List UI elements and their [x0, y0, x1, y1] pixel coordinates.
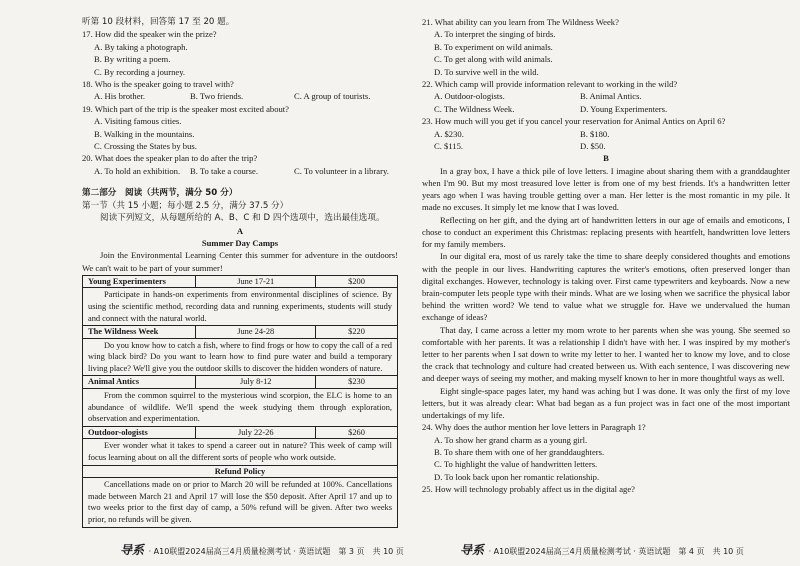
- option-a: A. Visiting famous cities.: [94, 116, 182, 127]
- question-stem: 22. Which camp will provide information relevant to working in the wild?: [422, 79, 678, 90]
- option-a: A. $230.: [434, 128, 464, 139]
- listening-question-20: [82, 152, 398, 177]
- option-b: B. Walking in the mountains.: [94, 128, 195, 139]
- option-c: C. $115.: [434, 141, 464, 152]
- listening-question-19: [82, 103, 398, 153]
- listening-question-18: [82, 78, 398, 103]
- refund-policy-text: Cancellations made on or prior to March 20 will be refunded at 100%. Cancellations made between March 21 and April 17 will lose the $50 deposit. After April 17 and up to two weeks prior to the first day of camp, a 50% refund will be given. After two weeks prior, no refunds will be given.: [83, 478, 398, 527]
- camp-dates: July 22-26: [196, 426, 316, 439]
- camp-header-row: [83, 326, 398, 339]
- question-stem: 19. Which part of the trip is the speaker most excited about?: [82, 103, 289, 114]
- camp-price: $260: [316, 426, 398, 439]
- option-a: A. By taking a photograph.: [94, 41, 188, 52]
- option-a: A. His brother.: [94, 91, 146, 102]
- camp-name: Animal Antics: [83, 376, 196, 389]
- option-c: C. To volunteer in a library.: [294, 165, 389, 176]
- question-stem: 25. How will technology probably affect us in the digital age?: [422, 484, 635, 495]
- camps-table: [82, 275, 398, 528]
- option-b: B. To share them with one of her granddaughters.: [434, 446, 605, 457]
- option-b: B. To take a course.: [190, 165, 258, 176]
- brand-logo: 导系: [460, 543, 485, 557]
- option-c: C. Crossing the States by bus.: [94, 141, 197, 152]
- refund-title: Refund Policy: [83, 465, 398, 478]
- camp-price: $230: [316, 376, 398, 389]
- option-c: C. To get along with wild animals.: [434, 54, 553, 65]
- camp-description: Participate in hands-on experiments from environmental disciplines of science. By using the scientific method, recording data and running experiments, students will study and connect with the natural world.: [83, 288, 398, 326]
- option-a: A. To show her grand charm as a young girl.: [434, 434, 588, 445]
- listening-intro: 听第 10 段材料，回答第 17 至 20 题。: [82, 17, 235, 27]
- left-page-footer: [120, 541, 404, 558]
- camp-header-row: [83, 426, 398, 439]
- option-a: A. To interpret the singing of birds.: [434, 29, 556, 40]
- camp-header-row: [83, 376, 398, 389]
- option-a: A. To hold an exhibition.: [94, 165, 181, 176]
- reading-instruction: 阅读下列短文，从每题所给的 A、B、C 和 D 四个选项中，选出最佳选项。: [100, 213, 385, 224]
- option-b: B. $180.: [580, 128, 610, 139]
- question-stem: 21. What ability can you learn from The Wildness Week?: [422, 17, 619, 27]
- camp-description: Ever wonder what it takes to spend a career out in nature? This week of camp will focus learning about on all the different sorts of people who work outside.: [83, 439, 398, 465]
- question-stem: 23. How much will you get if you cancel your reservation for Animal Antics on April 6?: [422, 116, 726, 127]
- passage-paragraph: In our digital era, most of us rarely take the time to share deeply considered thoughts and emotions with the people in our lives. Handwriting captures the writer's emotions, often preserved longer than digital exchanges. However, technology is taking over. First came typewriters and keyboards. Now a new brain-computer lets people type with their minds. What are we losing when we sacrifice the physical labor behind the written word? We tend to value what we struggle for. Have we undervalued the human exchange of ideas?: [422, 251, 790, 323]
- option-d: D. To look back upon her romantic relationship.: [434, 471, 600, 482]
- right-page-footer: [460, 541, 744, 558]
- passage-paragraph: In a gray box, I have a thick pile of love letters. I imagine about sharing them with a granddaughter when I'm 90. But my most treasured love letter is from one of my best friends. It's a handwritten letter years ago when I was having trouble getting over a man. Her letter is the most romantic in my pile. It made no excuses. It simply let me know that I was loved.: [422, 165, 790, 213]
- option-c: C. The Wildness Week.: [434, 103, 515, 114]
- subsection-title: 第一节（共 15 小题；每小题 2.5 分，满分 37.5 分）: [82, 200, 289, 211]
- question-stem: 18. Who is the speaker going to travel with?: [82, 79, 234, 90]
- option-b: B. Two friends.: [190, 91, 244, 102]
- passage-letter: A: [236, 225, 244, 236]
- question-23: [422, 115, 790, 152]
- question-stem: 24. Why does the author mention her love letters in Paragraph 1?: [422, 422, 646, 433]
- listening-question-17: [82, 28, 398, 78]
- camp-dates: June 17-21: [196, 275, 316, 288]
- option-b: B. Animal Antics.: [580, 91, 642, 102]
- camp-name: Outdoor-ologists: [83, 426, 196, 439]
- question-25: [422, 483, 790, 495]
- option-d: D. Young Experimenters.: [580, 103, 668, 114]
- question-stem: 17. How did the speaker win the prize?: [82, 29, 217, 40]
- camp-price: $220: [316, 326, 398, 339]
- passage-paragraph: Reflecting on her gift, and the dying art of handwritten letters in our age of emails and emoticons, I chose to conduct an experiment this Christmas: replacing presents with heartfelt, handwritten love letters for my family members.: [422, 214, 790, 250]
- section-title: 第二部分 阅读（共两节，满分 50 分）: [82, 188, 238, 199]
- camp-dates: July 8-12: [196, 376, 316, 389]
- camp-price: $200: [316, 275, 398, 288]
- footer-text: · A10联盟2024届高三4月质量检测考试 · 英语试题 第 4 页 共 10 页: [488, 547, 744, 556]
- passage-intro: Join the Environmental Learning Center this summer for adventure in the outdoors! We can't wait to be part of your summer!: [82, 250, 398, 273]
- camp-dates: June 24-28: [196, 326, 316, 339]
- option-c: C. By recording a journey.: [94, 66, 186, 77]
- question-stem: 20. What does the speaker plan to do after the trip?: [82, 153, 258, 164]
- option-c: C. A group of tourists.: [294, 91, 371, 102]
- footer-text: · A10联盟2024届高三4月质量检测考试 · 英语试题 第 3 页 共 10 页: [148, 547, 404, 556]
- option-b: B. To experiment on wild animals.: [434, 41, 553, 52]
- passage-title: Summer Day Camps: [201, 237, 279, 248]
- option-b: B. By writing a poem.: [94, 54, 171, 65]
- camp-name: The Wildness Week: [83, 326, 196, 339]
- question-24: [422, 421, 790, 483]
- brand-logo: 导系: [120, 543, 145, 557]
- camp-header-row: [83, 275, 398, 288]
- camp-description: Do you know how to catch a fish, where to find frogs or how to copy the call of a red wing black bird? Do you want to learn how to find pure water and build a temporary living place? We'll give you the outdoor skills to discover the hidden wonders of nature.: [83, 338, 398, 376]
- option-c: C. To highlight the value of handwritten letters.: [434, 459, 598, 470]
- right-page: [408, 0, 800, 566]
- question-22: [422, 78, 790, 115]
- question-21: [422, 16, 790, 78]
- camp-name: Young Experimenters: [83, 275, 196, 288]
- option-d: D. $50.: [580, 141, 606, 152]
- passage-paragraph: That day, I came across a letter my mom wrote to her parents when she was young. She seemed so comfortable with her parents. It was a relationship I didn't have with her. I was inspired by my mother's letter to her parents when I sat down to write my letter to her. I wanted her to know my love, and to close the crack that technology and culture had created between us. With each sentence, I was discovering new and deeper ways of seeing my mother, and making myself known to her in more thoughtful ways as well.: [422, 324, 790, 384]
- passage-paragraph: Eight single-space pages later, my hand was aching but I was done. It was only the first of my love letters, but it was already clear: What bad began as a fun project was in fact one of the most important undertakings of my life.: [422, 385, 790, 420]
- option-a: A. Outdoor-ologists.: [434, 91, 505, 102]
- passage-letter: B: [603, 153, 609, 164]
- option-d: D. To survive well in the wild.: [434, 66, 539, 77]
- camp-description: From the common squirrel to the mysterious wind scorpion, the ELC is home to an abundance of wildlife. We'll spend the week studying them through exploration, observation and experimentation.: [83, 389, 398, 427]
